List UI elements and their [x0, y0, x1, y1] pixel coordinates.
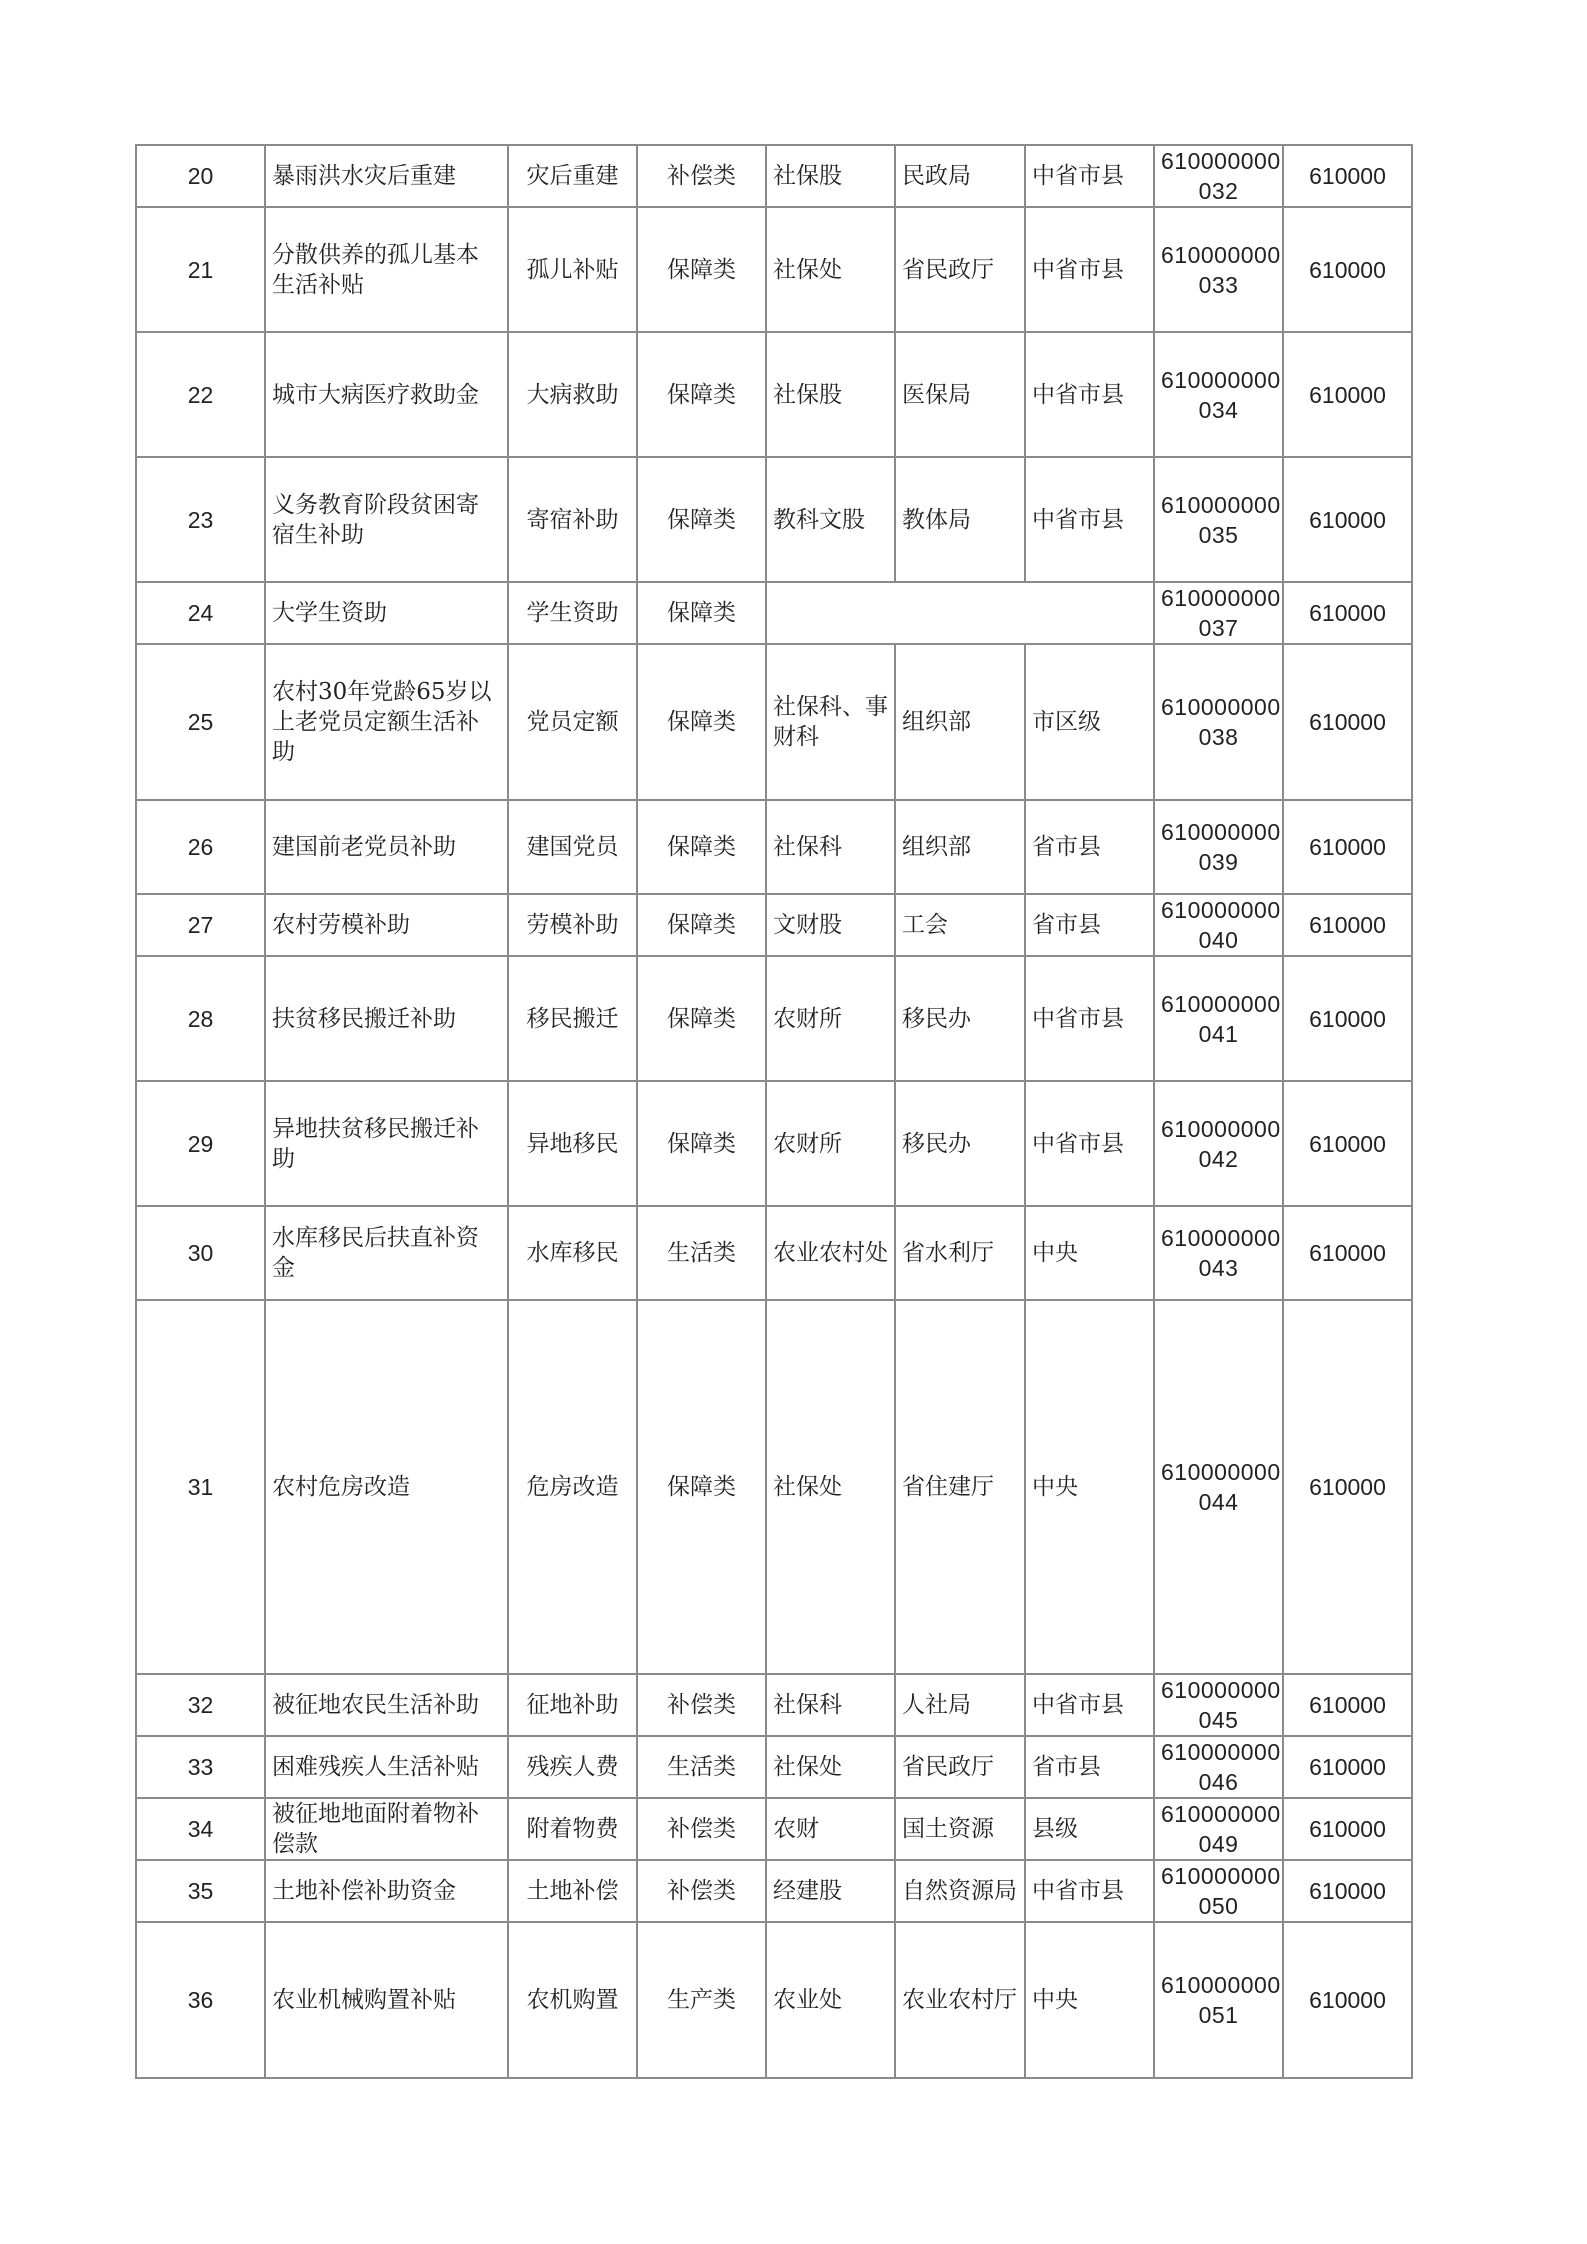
project-short-name: 劳模补助: [508, 894, 637, 956]
funding-level: 中省市县: [1025, 207, 1154, 332]
project-name: 建国前老党员补助: [265, 800, 508, 894]
table-row: [136, 1300, 1412, 1674]
funding-level: 中央: [1025, 1206, 1154, 1300]
project-name: 分散供养的孤儿基本生活补贴: [265, 207, 508, 332]
subsidy-code: [1154, 1798, 1283, 1860]
table-row: [136, 800, 1412, 894]
region-code: 610000: [1283, 644, 1412, 800]
row-number: 27: [136, 894, 265, 956]
region-code: 610000: [1283, 1674, 1412, 1736]
region-code: 610000: [1283, 1798, 1412, 1860]
subsidy-code-line-2: 033: [1198, 271, 1239, 298]
row-number: 31: [136, 1300, 265, 1674]
project-name: 农业机械购置补贴: [265, 1922, 508, 2078]
subsidy-code-line-1: 610000000: [1161, 897, 1281, 923]
subsidy-category: 保障类: [637, 956, 766, 1081]
project-name: 被征地地面附着物补偿款: [265, 1798, 508, 1860]
subsidy-code-line-1: 610000000: [1161, 241, 1281, 268]
responsible-agency: 国土资源: [895, 1798, 1025, 1860]
project-short-name: 寄宿补助: [508, 457, 637, 582]
responsible-agency: 农业农村厅: [895, 1922, 1025, 2078]
subsidy-code-line-1: 610000000: [1161, 1115, 1281, 1142]
subsidy-code-line-1: 610000000: [1161, 1677, 1281, 1703]
subsidy-code: [1154, 582, 1283, 644]
merged-empty-cell: [766, 582, 1154, 644]
table-row: [136, 332, 1412, 457]
subsidy-code-line-2: 051: [1198, 2002, 1239, 2028]
managing-department: 社保处: [766, 207, 895, 332]
project-short-name: 附着物费: [508, 1798, 637, 1860]
project-short-name: 土地补偿: [508, 1860, 637, 1922]
table-row: [136, 207, 1412, 332]
region-code: 610000: [1283, 1300, 1412, 1674]
funding-level: 市区级: [1025, 644, 1154, 800]
region-code: 610000: [1283, 800, 1412, 894]
table-row: [136, 956, 1412, 1081]
project-short-name: 危房改造: [508, 1300, 637, 1674]
subsidy-code: [1154, 1300, 1283, 1674]
table-row: [136, 1674, 1412, 1736]
subsidy-category: 生活类: [637, 1736, 766, 1798]
subsidy-code: [1154, 145, 1283, 207]
row-number: 25: [136, 644, 265, 800]
project-short-name: 水库移民: [508, 1206, 637, 1300]
responsible-agency: 组织部: [895, 800, 1025, 894]
subsidy-category: 生活类: [637, 1206, 766, 1300]
subsidy-code-line-2: 045: [1198, 1707, 1239, 1733]
funding-level: 中央: [1025, 1922, 1154, 2078]
subsidy-code-line-2: 040: [1198, 927, 1239, 953]
subsidy-code-line-2: 044: [1198, 1489, 1239, 1515]
subsidy-code-line-2: 043: [1198, 1255, 1239, 1281]
responsible-agency: 移民办: [895, 956, 1025, 1081]
table-row: [136, 1798, 1412, 1860]
subsidy-code: [1154, 1674, 1283, 1736]
funding-level: 中省市县: [1025, 457, 1154, 582]
row-number: 32: [136, 1674, 265, 1736]
subsidy-code-line-2: 038: [1198, 724, 1239, 750]
project-name: 水库移民后扶直补资金: [265, 1206, 508, 1300]
subsidy-code: [1154, 1922, 1283, 2078]
project-name: 暴雨洪水灾后重建: [265, 145, 508, 207]
funding-level: 中省市县: [1025, 332, 1154, 457]
responsible-agency: 省民政厅: [895, 207, 1025, 332]
managing-department: 社保处: [766, 1300, 895, 1674]
managing-department: 社保科: [766, 1674, 895, 1736]
subsidy-code-line-1: 610000000: [1161, 1739, 1281, 1765]
table-row: [136, 894, 1412, 956]
subsidy-code-line-1: 610000000: [1161, 1801, 1281, 1827]
funding-level: 中省市县: [1025, 1674, 1154, 1736]
subsidy-category: 保障类: [637, 1081, 766, 1206]
row-number: 24: [136, 582, 265, 644]
project-name: 异地扶贫移民搬迁补助: [265, 1081, 508, 1206]
row-number: 33: [136, 1736, 265, 1798]
managing-department: 农财: [766, 1798, 895, 1860]
subsidy-category: 补偿类: [637, 145, 766, 207]
project-short-name: 孤儿补贴: [508, 207, 637, 332]
region-code: 610000: [1283, 1736, 1412, 1798]
responsible-agency: 组织部: [895, 644, 1025, 800]
project-short-name: 灾后重建: [508, 145, 637, 207]
project-short-name: 异地移民: [508, 1081, 637, 1206]
responsible-agency: 工会: [895, 894, 1025, 956]
managing-department: 教科文股: [766, 457, 895, 582]
region-code: 610000: [1283, 1860, 1412, 1922]
subsidy-code-line-1: 610000000: [1161, 585, 1281, 611]
row-number: 34: [136, 1798, 265, 1860]
region-code: 610000: [1283, 582, 1412, 644]
managing-department: 社保科: [766, 800, 895, 894]
subsidy-code-line-1: 610000000: [1161, 1459, 1281, 1485]
project-name: 农村危房改造: [265, 1300, 508, 1674]
subsidy-code-line-1: 610000000: [1161, 1863, 1281, 1889]
subsidy-code: [1154, 956, 1283, 1081]
subsidy-category: 补偿类: [637, 1860, 766, 1922]
subsidy-code: [1154, 1081, 1283, 1206]
subsidy-category: 补偿类: [637, 1798, 766, 1860]
project-name: 困难残疾人生活补贴: [265, 1736, 508, 1798]
project-short-name: 大病救助: [508, 332, 637, 457]
subsidy-code-line-2: 039: [1198, 849, 1239, 875]
table-row: [136, 1922, 1412, 2078]
managing-department: 社保股: [766, 332, 895, 457]
funding-level: 省市县: [1025, 800, 1154, 894]
project-name: 城市大病医疗救助金: [265, 332, 508, 457]
region-code: 610000: [1283, 1922, 1412, 2078]
responsible-agency: 省水利厅: [895, 1206, 1025, 1300]
table-row: [136, 582, 1412, 644]
subsidy-category: 补偿类: [637, 1674, 766, 1736]
managing-department: 农业处: [766, 1922, 895, 2078]
subsidy-code: [1154, 1206, 1283, 1300]
funding-level: 中省市县: [1025, 1081, 1154, 1206]
funding-level: 省市县: [1025, 894, 1154, 956]
project-name: 土地补偿补助资金: [265, 1860, 508, 1922]
region-code: 610000: [1283, 956, 1412, 1081]
managing-department: 农财所: [766, 956, 895, 1081]
subsidy-category: 保障类: [637, 457, 766, 582]
managing-department: 农财所: [766, 1081, 895, 1206]
region-code: 610000: [1283, 145, 1412, 207]
subsidy-code-line-2: 035: [1198, 521, 1239, 548]
project-short-name: 移民搬迁: [508, 956, 637, 1081]
row-number: 23: [136, 457, 265, 582]
subsidy-category: 保障类: [637, 582, 766, 644]
region-code: 610000: [1283, 894, 1412, 956]
managing-department: 社保股: [766, 145, 895, 207]
region-code: 610000: [1283, 207, 1412, 332]
managing-department: 文财股: [766, 894, 895, 956]
table-row: [136, 1736, 1412, 1798]
project-name: 农村30年党龄65岁以上老党员定额生活补助: [265, 644, 508, 800]
row-number: 29: [136, 1081, 265, 1206]
row-number: 20: [136, 145, 265, 207]
subsidy-code-line-2: 050: [1198, 1893, 1239, 1919]
project-short-name: 学生资助: [508, 582, 637, 644]
table-row: [136, 1081, 1412, 1206]
subsidy-code-line-1: 610000000: [1161, 990, 1281, 1017]
subsidy-code: [1154, 1736, 1283, 1798]
project-short-name: 征地补助: [508, 1674, 637, 1736]
subsidy-code-line-2: 032: [1198, 178, 1239, 204]
table-row: [136, 1206, 1412, 1300]
subsidy-code: [1154, 894, 1283, 956]
managing-department: 农业农村处: [766, 1206, 895, 1300]
project-short-name: 农机购置: [508, 1922, 637, 2078]
subsidy-code: [1154, 1860, 1283, 1922]
responsible-agency: 教体局: [895, 457, 1025, 582]
subsidy-category: 保障类: [637, 800, 766, 894]
subsidy-code: [1154, 800, 1283, 894]
project-name: 大学生资助: [265, 582, 508, 644]
row-number: 21: [136, 207, 265, 332]
subsidy-category: 保障类: [637, 1300, 766, 1674]
funding-level: 中省市县: [1025, 145, 1154, 207]
subsidy-code: [1154, 457, 1283, 582]
project-name: 被征地农民生活补助: [265, 1674, 508, 1736]
funding-level: 县级: [1025, 1798, 1154, 1860]
row-number: 28: [136, 956, 265, 1081]
subsidy-category: 保障类: [637, 894, 766, 956]
subsidy-code-line-1: 610000000: [1161, 1972, 1281, 1998]
subsidy-code-line-1: 610000000: [1161, 819, 1281, 845]
project-name: 义务教育阶段贫困寄宿生补助: [265, 457, 508, 582]
subsidy-code: [1154, 644, 1283, 800]
table-row: [136, 1860, 1412, 1922]
subsidy-code-line-2: 034: [1198, 396, 1239, 423]
subsidy-code-line-2: 049: [1198, 1831, 1239, 1857]
subsidy-code-line-1: 610000000: [1161, 366, 1281, 393]
subsidy-table: [135, 144, 1413, 2079]
subsidy-code-line-2: 046: [1198, 1769, 1239, 1795]
table-row: [136, 145, 1412, 207]
project-short-name: 党员定额: [508, 644, 637, 800]
managing-department: 社保处: [766, 1736, 895, 1798]
region-code: 610000: [1283, 457, 1412, 582]
managing-department: 经建股: [766, 1860, 895, 1922]
funding-level: 中省市县: [1025, 956, 1154, 1081]
subsidy-category: 保障类: [637, 332, 766, 457]
table-row: [136, 457, 1412, 582]
managing-department: 社保科、事财科: [766, 644, 895, 800]
responsible-agency: 省民政厅: [895, 1736, 1025, 1798]
funding-level: 中省市县: [1025, 1860, 1154, 1922]
responsible-agency: 民政局: [895, 145, 1025, 207]
project-short-name: 建国党员: [508, 800, 637, 894]
row-number: 26: [136, 800, 265, 894]
funding-level: 中央: [1025, 1300, 1154, 1674]
subsidy-code-line-2: 041: [1198, 1020, 1239, 1047]
project-short-name: 残疾人费: [508, 1736, 637, 1798]
row-number: 22: [136, 332, 265, 457]
row-number: 36: [136, 1922, 265, 2078]
responsible-agency: 自然资源局: [895, 1860, 1025, 1922]
subsidy-code-line-2: 037: [1198, 615, 1239, 641]
project-name: 扶贫移民搬迁补助: [265, 956, 508, 1081]
subsidy-code-line-1: 610000000: [1161, 148, 1281, 174]
subsidy-code: [1154, 207, 1283, 332]
subsidy-category: 保障类: [637, 644, 766, 800]
responsible-agency: 人社局: [895, 1674, 1025, 1736]
row-number: 35: [136, 1860, 265, 1922]
subsidy-code: [1154, 332, 1283, 457]
region-code: 610000: [1283, 1081, 1412, 1206]
table-row: [136, 644, 1412, 800]
region-code: 610000: [1283, 332, 1412, 457]
responsible-agency: 省住建厅: [895, 1300, 1025, 1674]
responsible-agency: 医保局: [895, 332, 1025, 457]
region-code: 610000: [1283, 1206, 1412, 1300]
subsidy-category: 保障类: [637, 207, 766, 332]
subsidy-code-line-2: 042: [1198, 1145, 1239, 1172]
funding-level: 省市县: [1025, 1736, 1154, 1798]
subsidy-code-line-1: 610000000: [1161, 491, 1281, 518]
subsidy-code-line-1: 610000000: [1161, 1225, 1281, 1251]
responsible-agency: 移民办: [895, 1081, 1025, 1206]
row-number: 30: [136, 1206, 265, 1300]
subsidy-category: 生产类: [637, 1922, 766, 2078]
subsidy-code-line-1: 610000000: [1161, 694, 1281, 720]
project-name: 农村劳模补助: [265, 894, 508, 956]
